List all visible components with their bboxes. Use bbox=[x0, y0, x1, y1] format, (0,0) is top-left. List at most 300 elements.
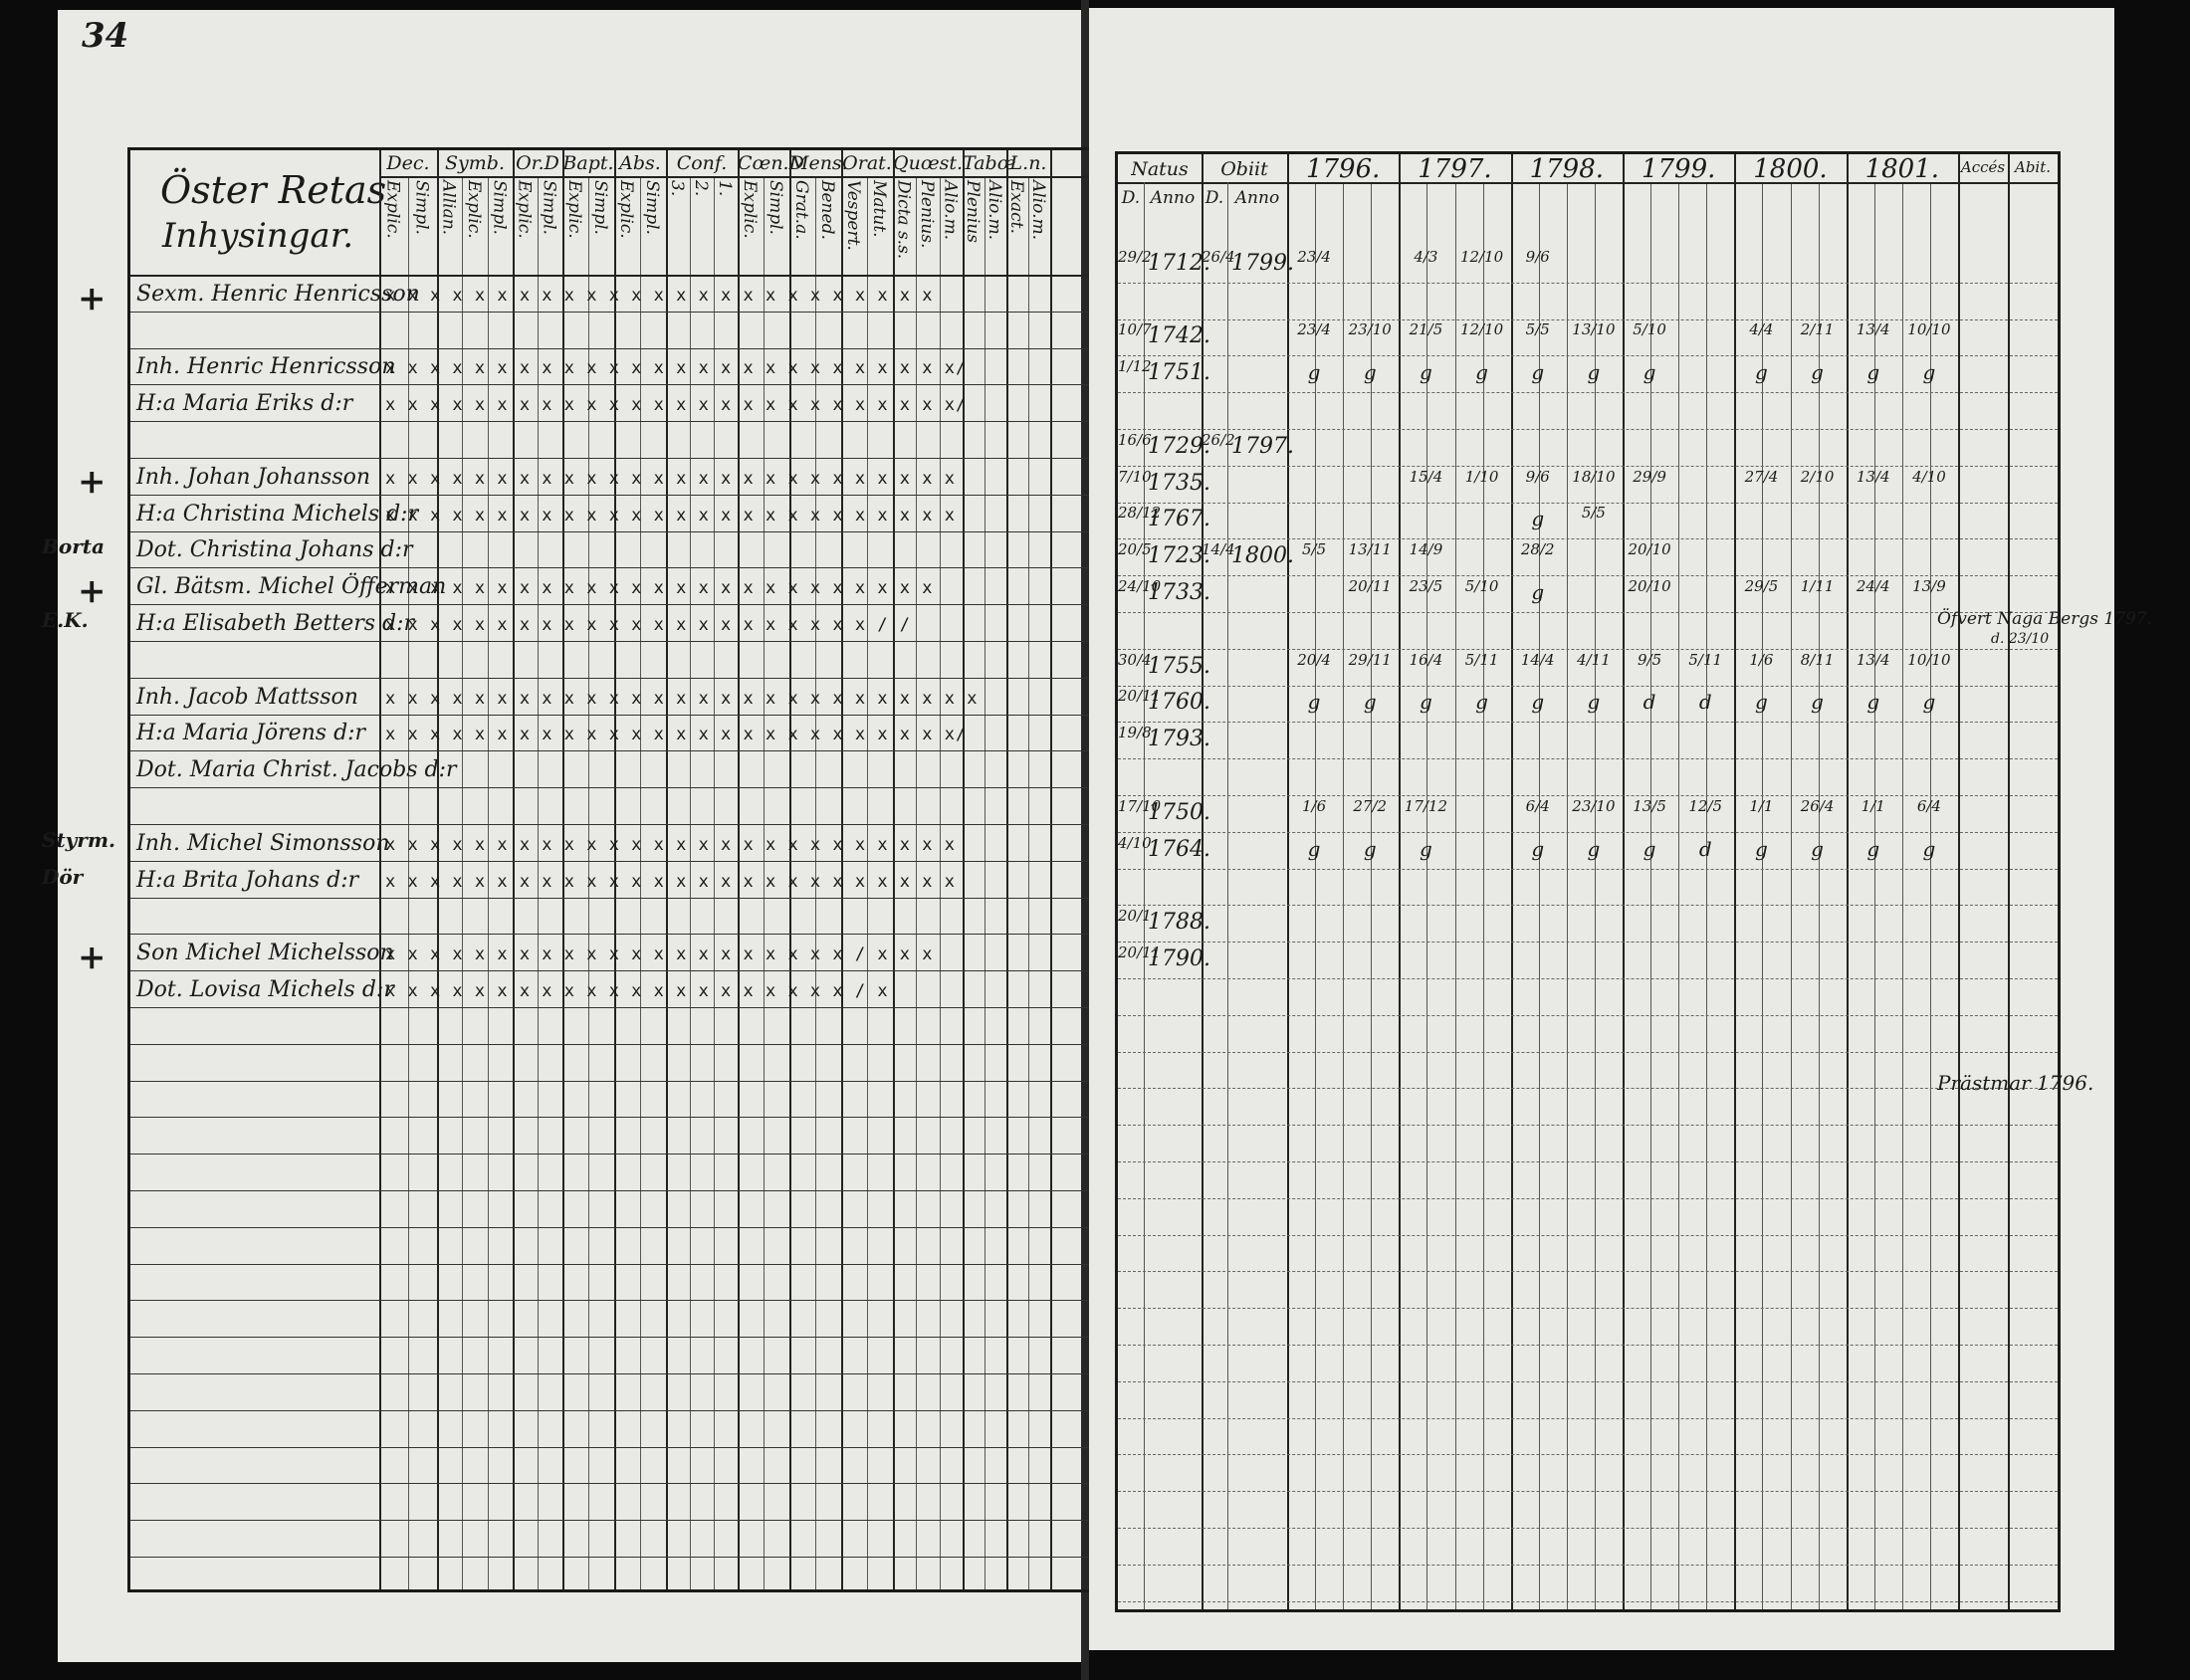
subcolumn-header: Explic. bbox=[564, 180, 584, 239]
year-entry: g bbox=[1811, 836, 1824, 861]
rule-line bbox=[130, 312, 1110, 313]
rule-line bbox=[1118, 978, 2058, 979]
rule-line bbox=[130, 1081, 1110, 1082]
person-name: Dot. Maria Christ. Jacobs d:r bbox=[136, 757, 457, 783]
natus-year: 1750. bbox=[1148, 799, 1210, 825]
rule-line bbox=[130, 1373, 1110, 1374]
natus-year: 1723. bbox=[1148, 543, 1210, 569]
year-entry: 4/11 bbox=[1577, 650, 1611, 669]
subcolumn-header: Allian. bbox=[438, 180, 459, 236]
attendance-marks: x x x x x x x x x x x x x x x x x x x x x x x x x x bbox=[385, 468, 956, 489]
left-page bbox=[42, 10, 1081, 1662]
year-entry: 14/4 bbox=[1520, 650, 1555, 669]
year-entry: 8/11 bbox=[1800, 650, 1835, 669]
year-subline bbox=[1595, 182, 1596, 1609]
rule-line bbox=[1118, 1418, 2058, 1419]
rule-line bbox=[130, 384, 1110, 385]
header-underline bbox=[379, 176, 1110, 178]
subcolumn-header: Alio.m. bbox=[940, 180, 961, 241]
rule-line bbox=[1118, 758, 2058, 759]
year-entry: 13/4 bbox=[1856, 650, 1890, 669]
year-entry: 15/4 bbox=[1409, 467, 1443, 486]
natus-day: 20/11 bbox=[1118, 687, 1162, 706]
year-entry: g bbox=[1475, 690, 1488, 715]
year-entry: g bbox=[1363, 360, 1377, 385]
year-subline bbox=[1483, 182, 1484, 1609]
group-header: Tabœ bbox=[963, 152, 1016, 174]
year-entry: 9/6 bbox=[1525, 467, 1550, 486]
rule-line bbox=[130, 604, 1110, 605]
subcolumn-header: Explic. bbox=[382, 180, 403, 239]
year-entry: 5/5 bbox=[1302, 540, 1327, 559]
year-entry: g bbox=[1475, 360, 1488, 385]
natus-year: 1764. bbox=[1148, 836, 1210, 862]
subcolumn-header: 1. bbox=[715, 180, 735, 197]
person-name: Son Michel Michelsson bbox=[136, 941, 394, 966]
margin-note: Styrm. bbox=[42, 827, 115, 852]
rule-line bbox=[130, 934, 1110, 935]
year-subline bbox=[1819, 182, 1820, 1609]
year-entry: 1/10 bbox=[1464, 467, 1499, 486]
year-entry: g bbox=[1922, 360, 1936, 385]
year-subline bbox=[1706, 182, 1707, 1609]
margin-note: Borta bbox=[42, 534, 105, 559]
category-title: Inhysingar. bbox=[162, 216, 354, 256]
rule-line bbox=[1118, 1125, 2058, 1126]
year-entry: 28/2 bbox=[1520, 540, 1555, 559]
year-entry: 18/10 bbox=[1572, 467, 1616, 486]
person-name: Dot. Christina Johans d:r bbox=[136, 537, 413, 563]
natus-day: 4/10 bbox=[1118, 833, 1152, 852]
rule-line bbox=[1118, 1198, 2058, 1199]
year-entry: g bbox=[1307, 836, 1321, 861]
rule-line bbox=[1118, 1271, 2058, 1272]
year-entry: g bbox=[1363, 836, 1377, 861]
year-entry: 24/4 bbox=[1856, 577, 1890, 595]
year-entry: 16/4 bbox=[1409, 650, 1443, 669]
year-entry: g bbox=[1811, 360, 1824, 385]
year-entry: 20/4 bbox=[1297, 650, 1331, 669]
subcolumn-header: Simpl. bbox=[539, 180, 559, 235]
subcolumn-line bbox=[1028, 176, 1029, 1589]
margin-note: + bbox=[78, 571, 107, 612]
acces-header: Accés bbox=[1960, 158, 2006, 176]
sub-header: D. bbox=[1204, 188, 1224, 208]
rule-line bbox=[1118, 795, 2058, 796]
rule-line bbox=[1118, 832, 2058, 833]
year-subline bbox=[1567, 182, 1568, 1609]
year-entry: 29/11 bbox=[1348, 650, 1392, 669]
natus-year: 1733. bbox=[1148, 580, 1210, 605]
rule-line bbox=[130, 1190, 1110, 1191]
year-entry: 13/4 bbox=[1856, 467, 1890, 486]
year-entry: g bbox=[1531, 507, 1545, 531]
year-entry: g bbox=[1587, 690, 1601, 715]
person-name: Inh. Johan Johansson bbox=[136, 464, 371, 490]
year-entry: 20/10 bbox=[1628, 540, 1671, 559]
subcolumn-header: Grat.a. bbox=[791, 180, 811, 240]
subcolumn-header: Exact. bbox=[1006, 180, 1026, 234]
natus-header: Natus bbox=[1131, 158, 1189, 180]
rule-line bbox=[130, 678, 1110, 679]
natus-year: 1788. bbox=[1148, 910, 1210, 936]
year-entry: g bbox=[1866, 836, 1880, 861]
year-entry: 27/2 bbox=[1353, 796, 1388, 815]
year-entry: 6/4 bbox=[1916, 796, 1941, 815]
year-entry: 23/4 bbox=[1297, 247, 1331, 266]
year-entry: g bbox=[1755, 690, 1768, 715]
natus-year: 1742. bbox=[1148, 323, 1210, 349]
natus-day: 17/10 bbox=[1118, 796, 1162, 815]
year-entry: d bbox=[1698, 836, 1712, 861]
natus-day: 28/12 bbox=[1118, 504, 1162, 523]
rule-line bbox=[130, 641, 1110, 642]
year-entry: 23/10 bbox=[1572, 796, 1616, 815]
margin-note: Öfvert Naga Bergs 1797. bbox=[1937, 609, 2153, 629]
group-header: L.n. bbox=[1009, 152, 1047, 174]
subcolumn-header: Alio.m. bbox=[1028, 180, 1048, 241]
group-header: Orat. bbox=[842, 152, 892, 174]
year-entry: g bbox=[1363, 690, 1377, 715]
person-name: Gl. Bätsm. Michel Öfferman bbox=[136, 574, 447, 600]
year-entry: g bbox=[1531, 836, 1545, 861]
year-entry: 14/9 bbox=[1409, 540, 1443, 559]
year-entry: g bbox=[1922, 836, 1936, 861]
rule-line bbox=[1118, 1491, 2058, 1492]
subcolumn-header: Simpl. bbox=[411, 180, 432, 235]
year-subline bbox=[1678, 182, 1679, 1609]
subcolumn-line bbox=[985, 176, 986, 1589]
person-name: Inh. Henric Henricsson bbox=[136, 354, 396, 380]
year-header: 1798. bbox=[1529, 154, 1605, 184]
rule-line bbox=[1118, 283, 2058, 284]
natus-year: 1735. bbox=[1148, 470, 1210, 496]
margin-note-sub: d. 23/10 bbox=[1991, 631, 2050, 647]
rule-line bbox=[130, 348, 1110, 349]
rule-line bbox=[1118, 1601, 2058, 1602]
subcolumn-header: Explic. bbox=[740, 180, 760, 239]
year-entry: 1/6 bbox=[1749, 650, 1774, 669]
year-subline bbox=[1455, 182, 1456, 1609]
attendance-marks: x x x x x x x x x x x x x x x x x x x x x x x x x x/ bbox=[385, 395, 968, 416]
year-subline bbox=[1791, 182, 1792, 1609]
right-ledger-table bbox=[1115, 151, 2061, 1612]
group-header: Dec. bbox=[386, 152, 430, 174]
year-entry: 5/5 bbox=[1581, 504, 1606, 523]
attendance-marks: x x x x x x x x x x x x x x x x x x x x x x x x x bbox=[385, 578, 934, 599]
year-underline bbox=[1287, 182, 2058, 184]
year-entry: g bbox=[1531, 690, 1545, 715]
year-entry: 5/10 bbox=[1633, 320, 1666, 339]
natus-day: 20/11 bbox=[1118, 944, 1162, 961]
year-entry: 17/12 bbox=[1404, 796, 1448, 815]
natus-day: 7/10 bbox=[1118, 467, 1152, 486]
right-page bbox=[1089, 8, 2153, 1650]
rule-line bbox=[1118, 1381, 2058, 1382]
year-entry: g bbox=[1420, 360, 1432, 385]
subcolumn-header: Simpl. bbox=[489, 180, 510, 235]
year-entry: 1/11 bbox=[1800, 577, 1835, 595]
rule-line bbox=[1118, 1161, 2058, 1162]
natus-day: 24/10 bbox=[1118, 577, 1162, 595]
rule-line bbox=[1118, 722, 2058, 723]
margin-note: Dör bbox=[42, 864, 84, 889]
year-entry: 2/10 bbox=[1800, 467, 1835, 486]
rule-line bbox=[1118, 686, 2058, 687]
year-entry: g bbox=[1531, 580, 1545, 604]
rule-line bbox=[1118, 612, 2058, 613]
rule-line bbox=[1118, 1345, 2058, 1346]
natus-day: 20/5 bbox=[1118, 540, 1152, 559]
person-name: Dot. Lovisa Michels d:r bbox=[136, 977, 394, 1002]
person-name: Inh. Michel Simonsson bbox=[136, 830, 390, 856]
rule-line bbox=[130, 1483, 1110, 1484]
year-entry: 9/5 bbox=[1638, 650, 1662, 669]
rule-line bbox=[130, 750, 1110, 751]
year-entry: 29/5 bbox=[1744, 577, 1779, 595]
year-entry: 9/6 bbox=[1525, 247, 1550, 266]
natus-year: 1790. bbox=[1148, 946, 1210, 971]
margin-note: + bbox=[78, 938, 107, 978]
person-name: Inh. Jacob Mattsson bbox=[136, 684, 358, 710]
rule-line bbox=[1118, 1454, 2058, 1455]
page-number: 34 bbox=[82, 16, 129, 56]
year-entry: g bbox=[1642, 360, 1656, 385]
subcolumn-header: Explic. bbox=[514, 180, 535, 239]
natus-day: 10/7 bbox=[1118, 320, 1152, 339]
year-entry: d bbox=[1642, 690, 1656, 715]
year-entry: g bbox=[1642, 836, 1656, 861]
year-entry: g bbox=[1420, 690, 1432, 715]
group-header: Conf. bbox=[676, 152, 728, 174]
attendance-marks: x x x x x x x x x x x x x x x x x x x x x x x x x x bbox=[385, 871, 956, 892]
rule-line bbox=[130, 1337, 1110, 1338]
obiit-day: 14/4 bbox=[1202, 540, 1235, 559]
d-anno-line bbox=[1144, 182, 1145, 1609]
subcolumn-header: Explic. bbox=[464, 180, 484, 239]
rule-line bbox=[130, 1447, 1110, 1448]
year-entry: 1/1 bbox=[1861, 796, 1885, 815]
obiit-year: 1799. bbox=[1231, 250, 1294, 276]
rule-line bbox=[130, 1044, 1110, 1045]
rule-line bbox=[130, 1007, 1110, 1008]
year-entry: g bbox=[1755, 836, 1768, 861]
rule-line bbox=[130, 1557, 1110, 1558]
rule-line bbox=[1118, 1565, 2058, 1566]
year-header: 1796. bbox=[1305, 154, 1381, 184]
year-entry: 5/5 bbox=[1525, 320, 1550, 339]
subcolumn-header: Bened. bbox=[817, 180, 837, 240]
rule-line bbox=[1118, 649, 2058, 650]
person-name: H:a Maria Eriks d:r bbox=[136, 391, 353, 417]
year-line bbox=[1958, 154, 1960, 1609]
margin-note: Prästmar 1796. bbox=[1937, 1071, 2094, 1095]
rule-line bbox=[130, 824, 1110, 825]
year-subline bbox=[1315, 182, 1316, 1609]
year-entry: 26/4 bbox=[1800, 796, 1835, 815]
subcolumn-header: Simpl. bbox=[590, 180, 610, 235]
year-entry: 23/10 bbox=[1348, 320, 1392, 339]
obiit-day: 26/2 bbox=[1202, 430, 1235, 449]
year-entry: g bbox=[1755, 360, 1768, 385]
rule-line bbox=[130, 1520, 1110, 1521]
year-subline bbox=[1650, 182, 1651, 1609]
rule-line bbox=[1118, 869, 2058, 870]
rule-line bbox=[1118, 1015, 2058, 1016]
subcolumn-header: Simpl. bbox=[642, 180, 662, 235]
year-entry: 20/11 bbox=[1348, 577, 1392, 595]
rule-line bbox=[1118, 1052, 2058, 1053]
natus-day: 20/1 bbox=[1118, 907, 1152, 926]
natus-year: 1751. bbox=[1148, 360, 1210, 386]
rule-line bbox=[130, 715, 1110, 716]
natus-year: 1712. bbox=[1148, 250, 1210, 276]
rule-line bbox=[130, 861, 1110, 862]
left-ledger-table bbox=[127, 147, 1113, 1592]
rule-line bbox=[130, 970, 1110, 971]
d-anno-line bbox=[1227, 182, 1228, 1609]
subcolumn-header: Plenius bbox=[963, 180, 983, 243]
natus-day: 16/6 bbox=[1118, 430, 1152, 449]
year-entry: 12/10 bbox=[1459, 320, 1504, 339]
acces-abit-line bbox=[2008, 154, 2010, 1609]
attendance-marks: x x x x x x x x x x x x x x x x x x x x x x x x x x/ bbox=[385, 725, 968, 745]
abit-header: Abit. bbox=[2014, 158, 2052, 176]
year-header: 1799. bbox=[1641, 154, 1716, 184]
year-subline bbox=[1343, 182, 1344, 1609]
rule-line bbox=[130, 1264, 1110, 1265]
subcolumn-header: Simpl. bbox=[766, 180, 785, 235]
natus-day: 1/12 bbox=[1118, 357, 1152, 376]
attendance-marks: x x x x x x x x x x x x x x x x x x x x x x x x x x bbox=[385, 834, 956, 855]
year-entry: 2/11 bbox=[1800, 320, 1835, 339]
year-entry: 20/10 bbox=[1628, 577, 1671, 595]
sub-header: Anno bbox=[1150, 188, 1196, 208]
year-subline bbox=[1539, 182, 1540, 1609]
attendance-marks: x x x x x x x x x x x x x x x x x x x x x x x x x x bbox=[385, 505, 956, 525]
year-entry: 23/4 bbox=[1297, 320, 1331, 339]
rule-line bbox=[130, 421, 1110, 422]
natus-year: 1760. bbox=[1148, 690, 1210, 716]
year-entry: 5/10 bbox=[1464, 577, 1499, 595]
subcolumn-header: Matut. bbox=[869, 180, 889, 238]
year-entry: g bbox=[1922, 690, 1936, 715]
year-entry: 29/9 bbox=[1633, 467, 1666, 486]
year-entry: g bbox=[1587, 836, 1601, 861]
year-entry: g bbox=[1307, 690, 1321, 715]
person-name: H:a Elisabeth Betters d:r bbox=[136, 611, 415, 636]
person-name: H:a Brita Johans d:r bbox=[136, 867, 359, 893]
year-entry: 5/11 bbox=[1688, 650, 1723, 669]
obiit-header: Obiit bbox=[1220, 158, 1268, 180]
subcolumn-header: Alio.m. bbox=[985, 180, 1004, 241]
year-entry: g bbox=[1531, 360, 1545, 385]
year-entry: 10/10 bbox=[1907, 320, 1951, 339]
year-subline bbox=[1902, 182, 1903, 1609]
natus-day: 30/4 bbox=[1118, 650, 1152, 669]
year-header: 1797. bbox=[1418, 154, 1492, 184]
rule-line bbox=[130, 898, 1110, 899]
year-entry: 4/10 bbox=[1912, 467, 1946, 486]
rule-line bbox=[1118, 905, 2058, 906]
attendance-marks: x x x x x x x x x x x x x x x x x x x x x x / / bbox=[385, 615, 912, 635]
year-subline bbox=[1874, 182, 1875, 1609]
year-entry: 1/6 bbox=[1302, 796, 1327, 815]
rule-line bbox=[1118, 942, 2058, 943]
rule-line bbox=[130, 531, 1110, 532]
year-entry: 12/10 bbox=[1459, 247, 1504, 266]
district-title: Öster Retas bbox=[160, 168, 387, 212]
sub-header: D. bbox=[1121, 188, 1141, 208]
group-header: Mens. bbox=[789, 152, 848, 174]
rule-line bbox=[130, 495, 1110, 496]
year-entry: g bbox=[1811, 690, 1824, 715]
year-subline bbox=[1426, 182, 1427, 1609]
attendance-marks: x x x x x x x x x x x x x x x x x x x x x / x x x bbox=[385, 945, 934, 965]
year-entry: 12/5 bbox=[1688, 796, 1723, 815]
rule-line bbox=[130, 1410, 1110, 1411]
sub-header: Anno bbox=[1234, 188, 1280, 208]
rule-line bbox=[1118, 538, 2058, 539]
margin-note: + bbox=[78, 278, 107, 318]
year-subline bbox=[1762, 182, 1763, 1609]
year-entry: d bbox=[1698, 690, 1712, 715]
year-entry: 13/9 bbox=[1912, 577, 1946, 595]
rule-line bbox=[130, 567, 1110, 568]
year-header: 1800. bbox=[1753, 154, 1828, 184]
natus-day: 19/8 bbox=[1118, 724, 1152, 742]
person-name: H:a Maria Jörens d:r bbox=[136, 721, 366, 746]
subcolumn-header: 3. bbox=[667, 180, 687, 197]
year-header: 1801. bbox=[1864, 154, 1940, 184]
subcolumn-header: Vespert. bbox=[843, 180, 863, 251]
natus-day: 29/2 bbox=[1118, 247, 1152, 266]
rule-line bbox=[1118, 429, 2058, 430]
year-entry: 4/4 bbox=[1749, 320, 1774, 339]
group-header: Bapt. bbox=[562, 152, 614, 174]
year-entry: 13/5 bbox=[1633, 796, 1666, 815]
rule-line bbox=[130, 787, 1110, 788]
group-header: Or.D bbox=[516, 152, 559, 174]
year-entry: 21/5 bbox=[1409, 320, 1443, 339]
obiit-day: 26/4 bbox=[1202, 247, 1235, 266]
attendance-marks: x x x x x x x x x x x x x x x x x x x x x x x x x x/ bbox=[385, 358, 968, 379]
margin-note: E.K. bbox=[42, 608, 89, 632]
rule-line bbox=[130, 1154, 1110, 1155]
year-entry: 13/10 bbox=[1572, 320, 1616, 339]
rule-line bbox=[1118, 1308, 2058, 1309]
rule-line bbox=[1118, 466, 2058, 467]
natus-year: 1767. bbox=[1148, 507, 1210, 532]
rule-line bbox=[130, 1300, 1110, 1301]
group-header: Cœn.D bbox=[738, 152, 804, 174]
subcolumn-header: Plenius. bbox=[917, 180, 937, 249]
year-entry: 13/4 bbox=[1856, 320, 1890, 339]
natus-year: 1729. bbox=[1148, 433, 1210, 459]
obiit-year: 1800. bbox=[1231, 543, 1294, 569]
year-entry: 10/10 bbox=[1907, 650, 1951, 669]
natus-year: 1793. bbox=[1148, 727, 1210, 752]
attendance-marks: x x x x x x x x x x x x x x x x x x x x x x x x x x x bbox=[385, 688, 979, 709]
group-header: Abs. bbox=[619, 152, 661, 174]
year-entry: 13/11 bbox=[1348, 540, 1392, 559]
year-entry: 5/11 bbox=[1464, 650, 1499, 669]
rule-line bbox=[1118, 1528, 2058, 1529]
year-entry: 4/3 bbox=[1414, 247, 1438, 266]
year-entry: 1/1 bbox=[1749, 796, 1774, 815]
rule-line bbox=[130, 1117, 1110, 1118]
group-header: Quœst. bbox=[893, 152, 964, 174]
